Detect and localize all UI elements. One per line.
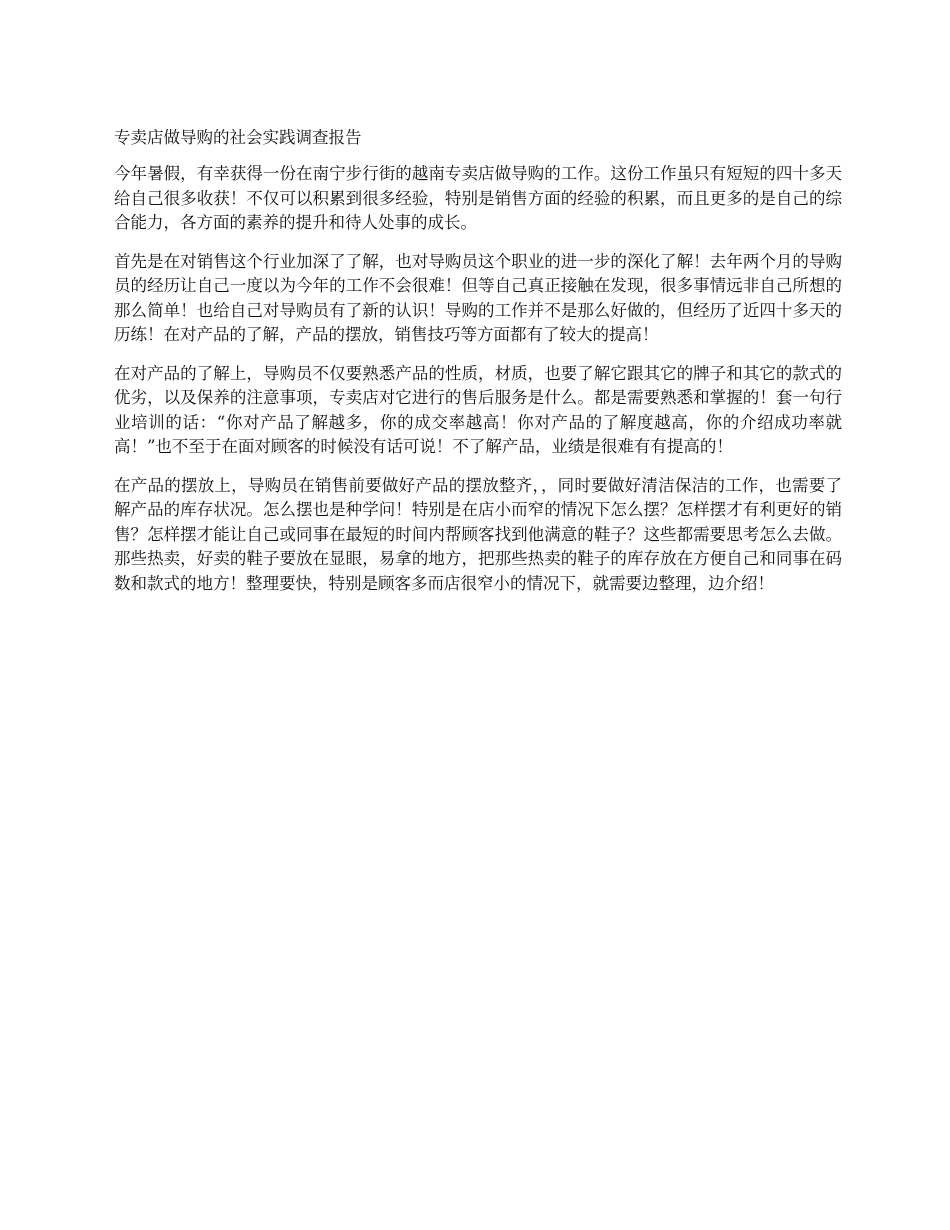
document-title: 专卖店做导购的社会实践调查报告 [114, 128, 362, 147]
paragraph-3: 在对产品的了解上，导购员不仅要熟悉产品的性质，材质，也要了解它跟其它的牌子和其它的款式的优劣，以及保养的注意事项，专卖店对它进行的售后服务是什么。都是需要熟悉和掌握的！套一句行业培训的话：“你对产品了解越多，你的成交率越高！你对产品的了解度越高，你的介绍成功率就高！”也不至于在面对顾客的时候没有话可说！不了解产品，业绩是很难有有提高的！ [114, 363, 842, 456]
document-page [114, 126, 842, 610]
paragraph-4: 在产品的摆放上，导购员在销售前要做好产品的摆放整齐，，同时要做好清洁保洁的工作，也需要了解产品的库存状况。怎么摆也是种学问！特别是在店小而窄的情况下怎么摆？怎样摆才有利更好的销售？怎样摆才能让自己或同事在最短的时间内帮顾客找到他满意的鞋子？这些都需要思考怎么去做。那些热卖，好卖的鞋子要放在显眼，易拿的地方，把那些热卖的鞋子的库存放在方便自己和同事在码数和款式的地方！整理要快，特别是顾客多而店很窄小的情况下，就需要边整理，边介绍！ [114, 475, 842, 593]
paragraph-2: 首先是在对销售这个行业加深了了解，也对导购员这个职业的进一步的深化了解！去年两个月的导购员的经历让自己一度以为今年的工作不会很难！但等自己真正接触在发现，很多事情远非自己所想的那么简单！也给自己对导购员有了新的认识！导购的工作并不是那么好做的，但经历了近四十多天的历练！在对产品的了解，产品的摆放，销售技巧等方面都有了较大的提高！ [114, 251, 842, 344]
paragraph-1: 今年暑假，有幸获得一份在南宁步行街的越南专卖店做导购的工作。这份工作虽只有短短的四十多天给自己很多收获！不仅可以积累到很多经验，特别是销售方面的经验的积累，而且更多的是自己的综合能力，各方面的素养的提升和待人处事的成长。 [114, 164, 842, 232]
